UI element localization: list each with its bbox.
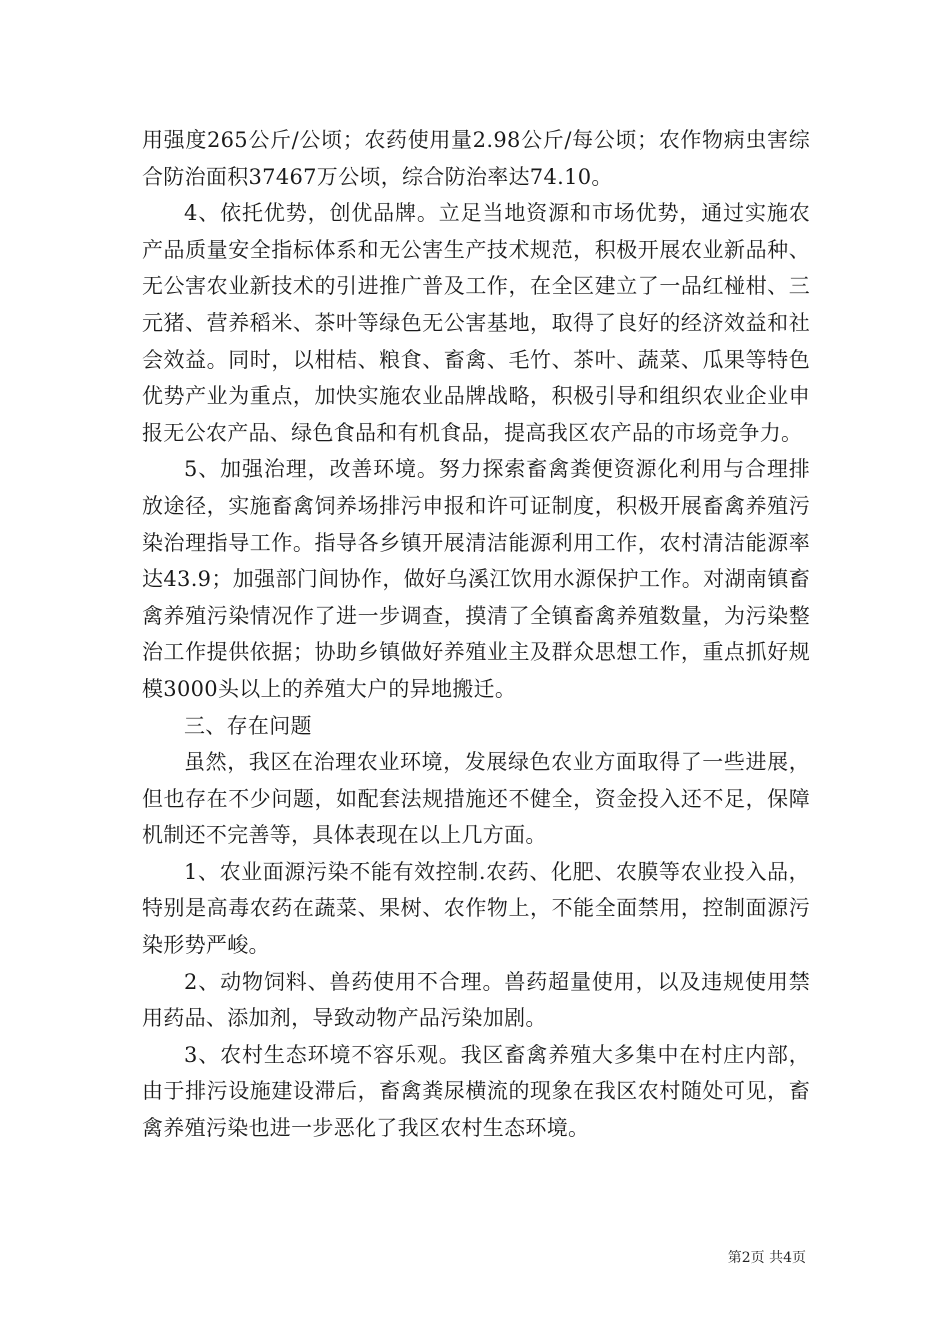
page-number-footer <box>728 1247 806 1267</box>
total-pages-number: 4 <box>783 1250 792 1266</box>
page-prefix: 第 <box>727 1250 742 1266</box>
section-heading-problems: 三、存在问题 <box>184 713 312 738</box>
paragraph-problem-3: 3、农村生态环境不容乐观。我区畜禽养殖大多集中在村庄内部，由于排污设施建设滞后，畜禽粪尿横流的现象在我区农村随处可见，畜禽养殖污染也进一步恶化了我区农村生态环境。 <box>142 1042 810 1141</box>
paragraph-problems-intro: 虽然，我区在治理农业环境，发展绿色农业方面取得了一些进展，但也存在不少问题，如配套法规措施还不健全，资金投入还不足，保障机制还不完善等，具体表现在以上几方面。 <box>142 750 810 848</box>
paragraph-environment-governance: 5、加强治理，改善环境。努力探索畜禽粪便资源化利用与合理排放途径，实施畜禽饲养场排污申报和许可证制度，积极开展畜禽养殖污染治理指导工作。指导各乡镇开展清洁能源利用工作，农村清洁能源率达43.9；加强部门间协作，做好乌溪江饮用水源保护工作。对湖南镇畜禽养殖污染情况作了进一步调查，摸清了全镇畜禽养殖数量，为污染整治工作提供依据；协助乡镇做好养殖业主及群众思想工作，重点抓好规模3000头以上的养殖大户的异地搬迁。 <box>142 457 810 701</box>
paragraph-problem-2: 2、动物饲料、兽药使用不合理。兽药超量使用，以及违规使用禁用药品、添加剂，导致动物产品污染加剧。 <box>142 969 810 1031</box>
paragraph-problem-1: 1、农业面源污染不能有效控制.农药、化肥、农膜等农业投入品，特别是高毒农药在蔬菜、果树、农作物上，不能全面禁用，控制面源污染形势严峻。 <box>142 859 810 958</box>
page-suffix: 页 <box>792 1250 806 1266</box>
paragraph-brand-building: 4、依托优势，创优品牌。立足当地资源和市场优势，通过实施农产品质量安全指标体系和无公害生产技术规范，积极开展农业新品种、无公害农业新技术的引进推广普及工作，在全区建立了一品红椪柑、三元猪、营养稻米、茶叶等绿色无公害基地，取得了良好的经济效益和社会效益。同时，以柑桔、粮食、畜禽、毛竹、茶叶、蔬菜、瓜果等特色优势产业为重点，加快实施农业品牌战略，积极引导和组织农业企业申报无公农产品、绿色食品和有机食品，提高我区农产品的市场竞争力。 <box>142 201 810 445</box>
document-body <box>142 122 810 1147</box>
paragraph-continuation: 用强度265公斤/公顷；农药使用量2.98公斤/每公顷；农作物病虫害综合防治面积37467万公顷，综合防治率达74.10。 <box>142 128 810 189</box>
current-page-number: 2 <box>741 1250 751 1266</box>
page-mid: 页 共 <box>750 1250 784 1266</box>
